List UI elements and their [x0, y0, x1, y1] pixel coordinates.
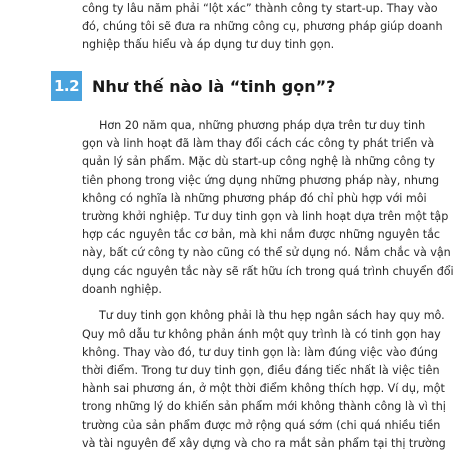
section-number-badge: 1.2 [51, 71, 82, 101]
text-line: trong những lý do khiến sản phẩm mới không thành công là vì thị [82, 400, 446, 414]
text-line: hợp các nguyên tắc cơ bản, mà khi nắm được những nguyên tắc [82, 228, 440, 242]
section-title: Như thế nào là “tinh gọn”? [92, 76, 336, 96]
text-line: này, bất cứ công ty nào cũng có thể sử dụng nó. Nắm chắc và vận [82, 246, 451, 260]
intro-paragraph [82, 0, 443, 55]
paragraph-1 [82, 117, 454, 299]
paragraph-gap [82, 299, 368, 308]
text-line: công ty lâu năm phải “lột xác” thành công ty start-up. Thay vào [82, 2, 438, 15]
text-line: hành sai phương án, ở một thời điểm không thích hợp. Ví dụ, một [82, 382, 445, 396]
text-line: quản lý sản phẩm. Mặc dù start-up công nghệ là những công ty [82, 155, 435, 169]
paragraph-2 [82, 307, 446, 453]
text-line: nghiệp thấu hiểu và áp dụng tư duy tinh gọn. [82, 38, 335, 52]
text-line: doanh nghiệp. [82, 282, 162, 296]
text-line: dụng các nguyên tắc này sẽ rất hữu ích trong quá trình chuyển đổi [82, 264, 454, 278]
text-line: trường khởi nghiệp. Tư duy tinh gọn và linh hoạt dựa trên một tập [82, 209, 449, 223]
text-line: không. Thay vào đó, tư duy tinh gọn là: làm đúng việc vào đúng [82, 345, 438, 359]
section-body [82, 117, 454, 453]
section-heading [51, 70, 371, 102]
text-line: đó, chúng tôi sẽ đưa ra những công cụ, phương pháp giúp doanh [82, 20, 443, 34]
text-line: gọn và linh hoạt đã làm thay đổi cách các công ty phát triển và [82, 137, 435, 151]
text-line: thời điểm. Trong tư duy tinh gọn, điều đáng tiếc nhất là việc tiên [82, 363, 440, 377]
text-line: Tư duy tinh gọn không phải là thu hẹp ngân sách hay quy mô. [99, 309, 445, 323]
text-line: trường của sản phẩm được mở rộng quá sớm (chi quá nhiều tiền [82, 418, 441, 432]
text-line: Quy mô dẫu tư không phản ánh một quy trình là có tinh gọn hay [82, 327, 441, 341]
text-line: và tài nguyên để xây dựng và cho ra mắt sản phẩm tại thị trường [82, 436, 446, 450]
text-line: tiên phong trong việc ứng dụng những phương pháp này, nhưng [82, 173, 440, 187]
text-line: không có nghĩa là những phương pháp đó chỉ phù hợp với môi [82, 191, 427, 205]
text-line: Hơn 20 năm qua, những phương pháp dựa trên tư duy tinh [99, 119, 426, 132]
